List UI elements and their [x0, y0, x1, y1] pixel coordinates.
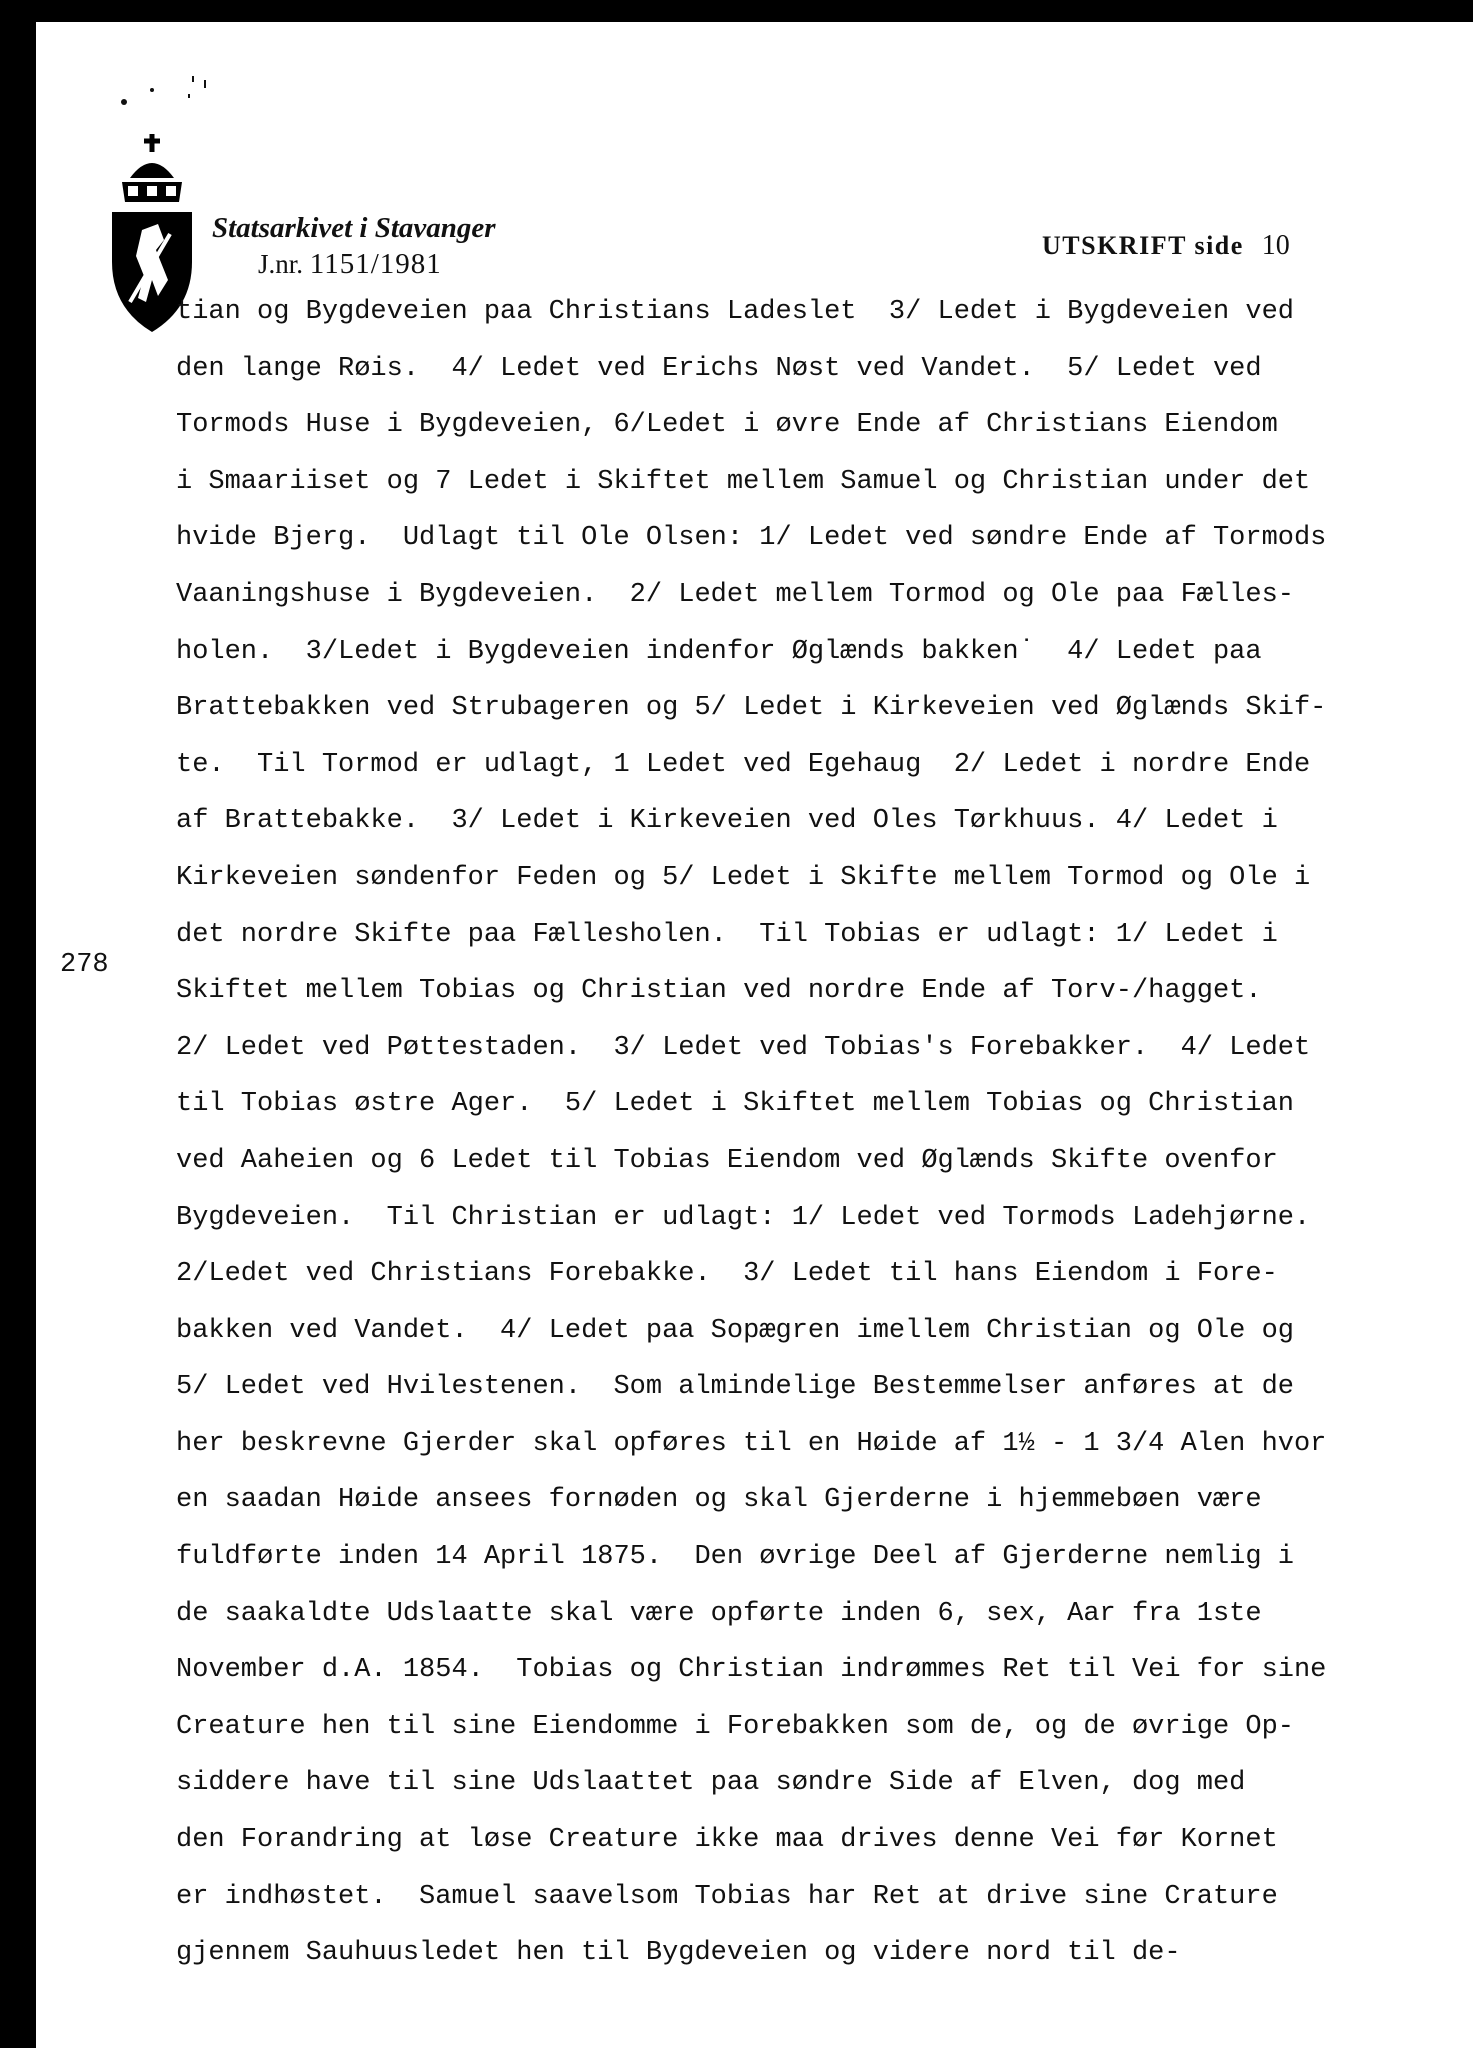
text-line: til Tobias østre Ager. 5/ Ledet i Skiftet mellem Tobias og Christian	[176, 1089, 1294, 1120]
text-line: hvide Bjerg. Udlagt til Ole Olsen: 1/ Ledet ved søndre Ende af Tormods	[176, 523, 1327, 554]
text-line: de saakaldte Udslaatte skal være opførte inden 6, sex, Aar fra 1ste	[176, 1598, 1262, 1629]
text-line: Creature hen til sine Eiendomme i Forebakken som de, og de øvrige Op-	[176, 1711, 1294, 1742]
page-number: 10	[1261, 230, 1290, 261]
scan-specks	[66, 50, 226, 110]
text-line: er indhøstet. Samuel saavelsom Tobias har Ret at drive sine Crature	[176, 1881, 1278, 1912]
text-line: ved Aaheien og 6 Ledet til Tobias Eiendom ved Øglænds Skifte ovenfor	[176, 1145, 1278, 1176]
text-line: Kirkeveien søndenfor Feden og 5/ Ledet i Skifte mellem Tormod og Ole i	[176, 862, 1311, 893]
text-line: Vaaningshuse i Bygdeveien. 2/ Ledet mellem Tormod og Ole paa Fælles-	[176, 579, 1294, 610]
text-line: i Smaariiset og 7 Ledet i Skiftet mellem Samuel og Christian under det	[176, 466, 1311, 497]
document-page	[36, 22, 1473, 2048]
text-line: det nordre Skifte paa Fællesholen. Til Tobias er udlagt: 1/ Ledet i	[176, 919, 1278, 950]
text-line: 2/Ledet ved Christians Forebakke. 3/ Ledet til hans Eiendom i Fore-	[176, 1259, 1278, 1290]
text-line: siddere have til sine Udslaattet paa søndre Side af Elven, dog med	[176, 1768, 1246, 1799]
page-label: UTSKRIFT side	[1042, 231, 1244, 260]
text-line: Bygdeveien. Til Christian er udlagt: 1/ Ledet ved Tormods Ladehjørne.	[176, 1202, 1311, 1233]
text-line: fuldførte inden 14 April 1875. Den øvrige Deel af Gjerderne nemlig i	[176, 1542, 1294, 1573]
text-line: 5/ Ledet ved Hvilestenen. Som almindelige Bestemmelser anføres at de	[176, 1372, 1294, 1403]
journal-number-value: 1151/1981	[309, 248, 442, 280]
text-line: Brattebakken ved Strubageren og 5/ Ledet i Kirkeveien ved Øglænds Skif-	[176, 693, 1327, 724]
text-line: Skiftet mellem Tobias og Christian ved nordre Ende af Torv-/hagget.	[176, 976, 1262, 1007]
text-line: te. Til Tormod er udlagt, 1 Ledet ved Egehaug 2/ Ledet i nordre Ende	[176, 749, 1311, 780]
text-line: tian og Bygdeveien paa Christians Ladeslet 3/ Ledet i Bygdeveien ved	[176, 297, 1294, 327]
journal-label: J.nr.	[258, 249, 304, 279]
page-header	[1042, 230, 1290, 262]
text-line: en saadan Høide ansees fornøden og skal Gjerderne i hjemmebøen være	[176, 1485, 1262, 1516]
journal-number	[258, 248, 442, 281]
archive-name: Statsarkivet i Stavanger	[212, 212, 496, 244]
text-line: af Brattebakke. 3/ Ledet i Kirkeveien ved Oles Tørkhuus. 4/ Ledet i	[176, 806, 1278, 837]
text-line: den Forandring at løse Creature ikke maa drives denne Vei før Kornet	[176, 1825, 1278, 1856]
text-line: bakken ved Vandet. 4/ Ledet paa Sopægren imellem Christian og Ole og	[176, 1315, 1294, 1346]
margin-note: 278	[60, 950, 109, 980]
text-line: 2/ Ledet ved Pøttestaden. 3/ Ledet ved Tobias's Forebakker. 4/ Ledet	[176, 1032, 1311, 1063]
transcript-body	[176, 284, 1326, 1982]
text-line: gjennem Sauhuusledet hen til Bygdeveien og videre nord til de-	[176, 1938, 1181, 1969]
text-line: den lange Røis. 4/ Ledet ved Erichs Nøst ved Vandet. 5/ Ledet ved	[176, 353, 1262, 384]
text-line: November d.A. 1854. Tobias og Christian indrømmes Ret til Vei for sine	[176, 1655, 1327, 1686]
text-line: Tormods Huse i Bygdeveien, 6/Ledet i øvre Ende af Christians Eiendom	[176, 410, 1278, 441]
text-line: her beskrevne Gjerder skal opføres til en Høide af 1½ - 1 3/4 Alen hvor	[176, 1428, 1327, 1459]
text-line: holen. 3/Ledet i Bygdeveien indenfor Øglænds bakken˙ 4/ Ledet paa	[176, 636, 1262, 667]
